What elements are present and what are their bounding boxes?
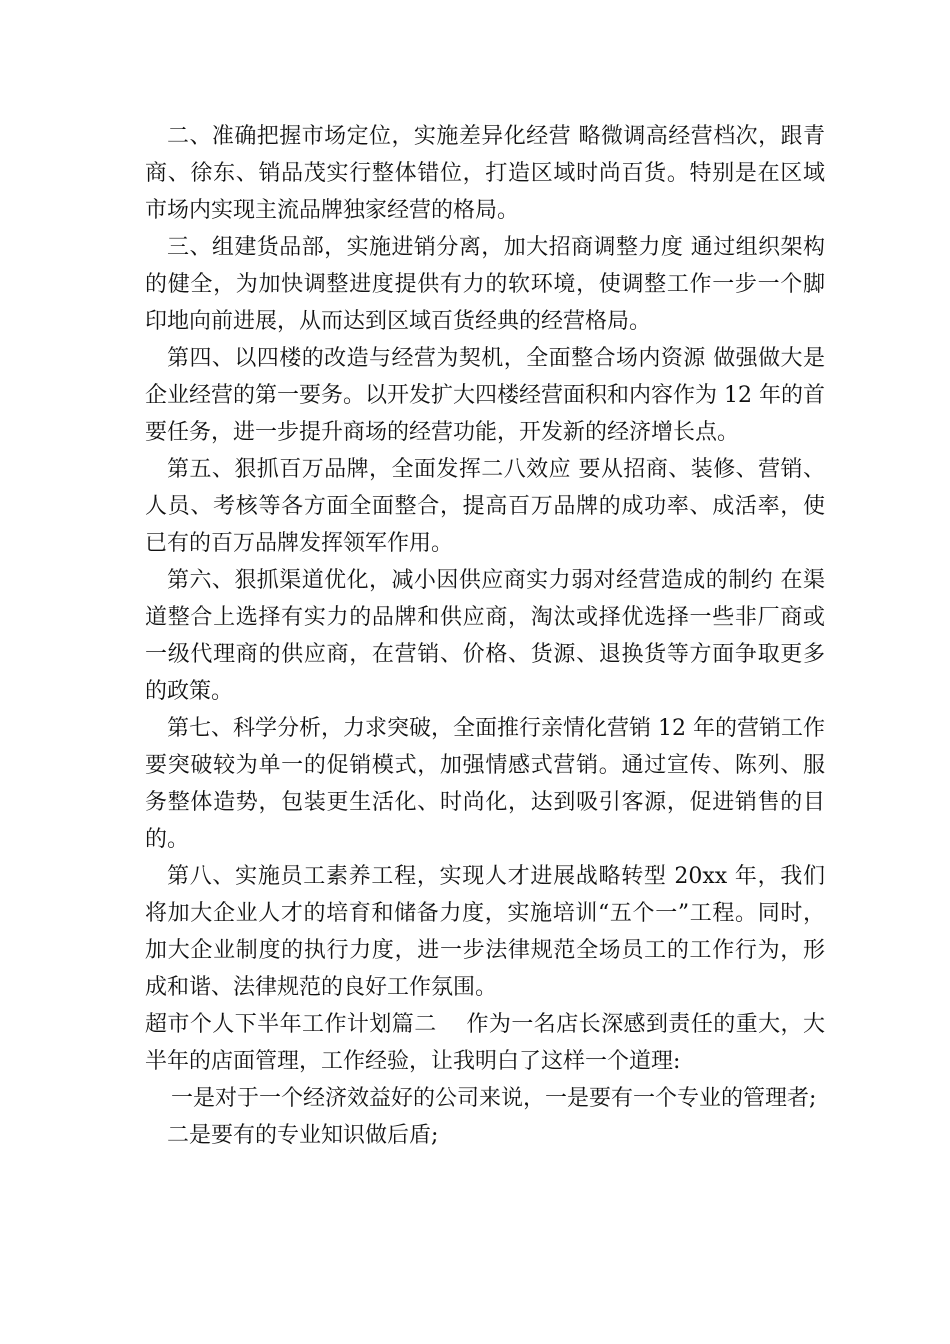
document-body: [145, 118, 825, 1154]
paragraph-3: 三、组建货品部，实施进销分离，加大招商调整力度 通过组织架构的健全，为加快调整进度提供有力的软环境，使调整工作一步一个脚印地向前进展，从而达到区域百货经典的经营格局。: [145, 235, 825, 334]
paragraph-4: 第四、以四楼的改造与经营为契机，全面整合场内资源 做强做大是企业经营的第一要务。以开发扩大四楼经营面积和内容作为 12 年的首要任务，进一步提升商场的经营功能，开发新的经济增长点。: [145, 346, 825, 445]
paragraph-7: 第七、科学分析，力求突破，全面推行亲情化营销 12 年的营销工作要突破较为单一的促销模式，加强情感式营销。通过宣传、陈列、服务整体造势，包装更生活化、时尚化，达到吸引客源，促进销售的目的。: [145, 716, 825, 852]
paragraph-2: 二、准确把握市场定位，实施差异化经营 略微调高经营档次，跟青商、徐东、销品茂实行整体错位，打造区域时尚百货。特别是在区域市场内实现主流品牌独家经营的格局。: [145, 124, 825, 223]
paragraph-8: 第八、实施员工素养工程，实现人才进展战略转型 20xx 年，我们将加大企业人才的培育和储备力度，实施培训“五个一”工程。同时，加大企业制度的执行力度，进一步法律规范全场员工的工作行为，形成和谐、法律规范的良好工作氛围。: [145, 864, 825, 1000]
paragraph-6: 第六、狠抓渠道优化，减小因供应商实力弱对经营造成的制约 在渠道整合上选择有实力的品牌和供应商，淘汰或择优选择一些非厂商或一级代理商的供应商，在营销、价格、货源、退换货等方面争取更多的政策。: [145, 568, 825, 704]
section-heading-part-two: 超市个人下半年工作计划篇二 作为一名店长深感到责任的重大，大半年的店面管理，工作经验，让我明白了这样一个道理:: [145, 1012, 825, 1074]
paragraph-5: 第五、狠抓百万品牌，全面发挥二八效应 要从招商、装修、营销、人员、考核等各方面全面整合，提高百万品牌的成功率、成活率，使已有的百万品牌发挥领军作用。: [145, 457, 825, 556]
point-two: 二是要有的专业知识做后盾;: [167, 1123, 439, 1148]
point-one: 一是对于一个经济效益好的公司来说，一是要有一个专业的管理者;: [171, 1086, 817, 1111]
